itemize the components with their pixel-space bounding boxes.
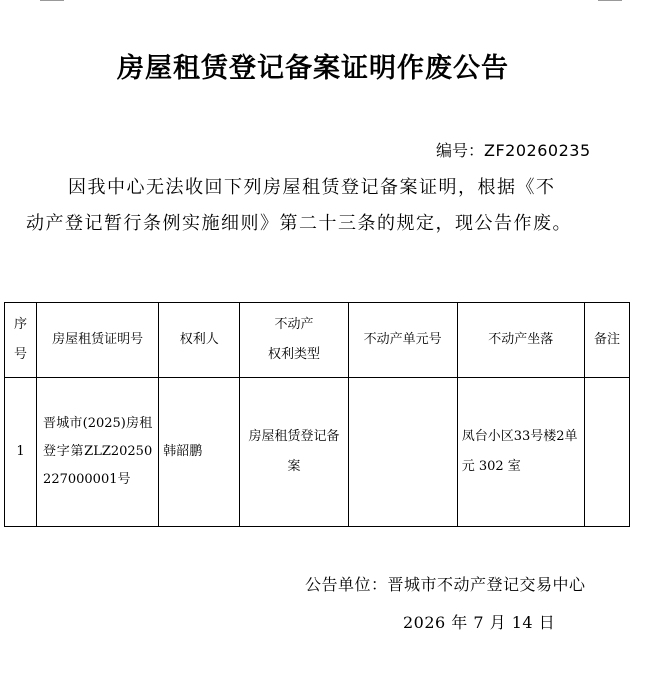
page-top-rule-right — [598, 0, 622, 1]
body-line-1: 因我中心无法收回下列房屋租赁登记备案证明，根据《不 — [68, 177, 556, 198]
issuer-line: 公告单位：晋城市不动产登记交易中心 — [305, 575, 586, 594]
header-right-type: 不动产 权利类型 — [240, 303, 348, 378]
void-certificate-table — [4, 302, 630, 527]
header-unit-no: 不动产单元号 — [348, 303, 457, 378]
table-row — [5, 378, 630, 527]
page-title: 房屋租赁登记备案证明作废公告 — [117, 53, 509, 84]
announcement-date: 2026 年 7 月 14 日 — [403, 613, 556, 632]
cell-right-type: 房屋租赁登记备案 — [240, 378, 348, 527]
document-number — [436, 138, 591, 161]
cell-cert-no: 晋城市(2025)房租登字第ZLZ20250227000001号 — [37, 378, 159, 527]
cell-unit-no — [348, 378, 457, 527]
table-header-row — [5, 303, 630, 378]
body-line-2: 动产登记暂行条例实施细则》第二十三条的规定，现公告作废。 — [26, 213, 572, 234]
cell-seq: 1 — [5, 378, 37, 527]
cell-remark — [584, 378, 629, 527]
header-seq: 序 号 — [5, 303, 37, 378]
page-top-rule-left — [40, 0, 64, 1]
header-holder: 权利人 — [159, 303, 240, 378]
cell-location: 凤台小区33号楼2单元 302 室 — [457, 378, 584, 527]
header-remark: 备注 — [584, 303, 629, 378]
document-number-label: 编号： — [436, 141, 485, 160]
header-cert-no: 房屋租赁证明号 — [37, 303, 159, 378]
announcement-body — [20, 170, 612, 242]
document-number-value: ZF20260235 — [484, 141, 591, 160]
header-location: 不动产坐落 — [457, 303, 584, 378]
cell-holder: 韩韶鹏 — [159, 378, 240, 527]
